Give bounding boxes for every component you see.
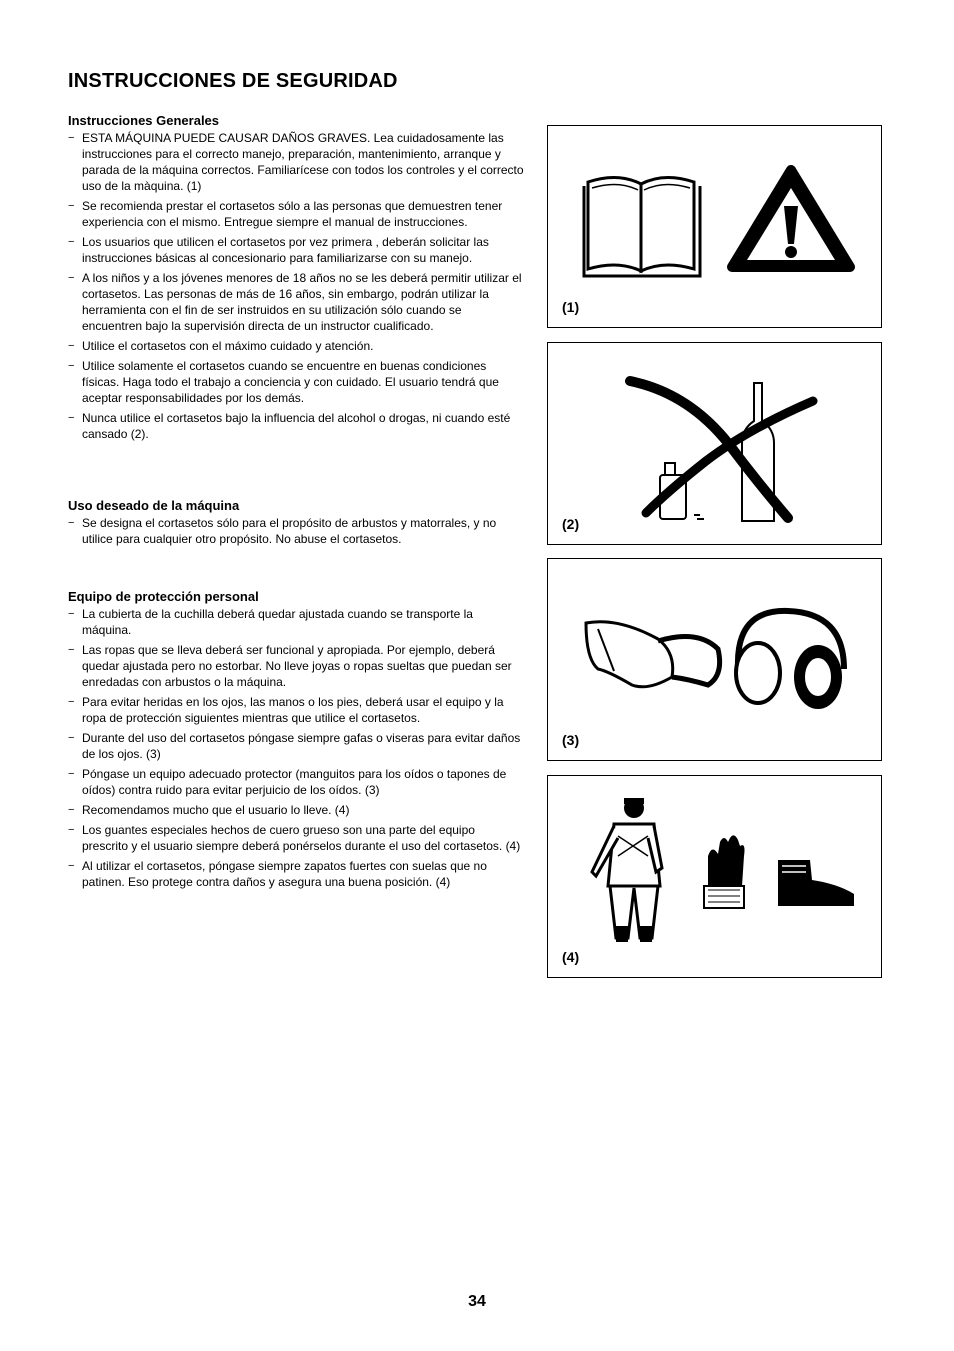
page-title: INSTRUCCIONES DE SEGURIDAD [68, 70, 398, 92]
list-item: − A los niños y a los jóvenes menores de 18 años no se les deberá permitir utilizar el cortasetos. Las personas de más de 16 años, sin embargo, podrán utilizar la herramienta con el fin de ser instruidos en su utilización sólo cuando se encuentren bajo la supervisión directa de un instructor cualificado. [68, 270, 524, 334]
list-item: − Se designa el cortasetos sólo para el propósito de arbustos y matorrales, y no utilice para cualquier otro propósito. No abuse el cortasetos. [68, 515, 524, 547]
ear-muffs-icon [736, 611, 844, 709]
figure-label-3: (3) [562, 732, 580, 748]
book-icon [584, 177, 700, 276]
list-item: − Las ropas que se lleva deberá ser funcional y apropiada. Por ejemplo, deberá quedar ajustada pero no estorbar. No lleve joyas o ropas sueltas que puedan ser enredadas con arbustos o la máquina. [68, 642, 524, 690]
list-item: − Durante del uso del cortasetos póngase siempre gafas o viseras para evitar daños de los ojos. (3) [68, 730, 524, 762]
figure-4-graphic [548, 776, 881, 977]
list-item: − La cubierta de la cuchilla deberá quedar ajustada cuando se transporte la máquina. [68, 606, 524, 638]
section-heading-general: Instrucciones Generales [68, 113, 220, 128]
figure-label-1: (1) [562, 299, 580, 315]
section-protective-equipment [68, 589, 524, 894]
list-item: − Para evitar heridas en los ojos, las manos o los pies, deberá usar el equipo y la ropa de protección siguientes mientras que utilice el cortasetos. [68, 694, 524, 726]
crossed-out-bottles-icon [630, 381, 813, 521]
list-item: − Los usuarios que utilicen el cortasetos por vez primera , deberán solicitar las instrucciones básicas al concesionario para familiarizarse con su manejo. [68, 234, 524, 266]
glove-icon [704, 835, 745, 908]
page-number: 34 [468, 1293, 486, 1310]
list-item: − Recomendamos mucho que el usuario lo lleve. (4) [68, 802, 524, 818]
warning-triangle-icon [732, 170, 850, 267]
figure-panel-4 [547, 775, 882, 978]
figure-panel-3 [547, 558, 882, 761]
section-general-instructions [68, 113, 524, 446]
figure-1-graphic [548, 126, 881, 327]
section-heading-usage: Uso deseado de la máquina [68, 498, 240, 513]
general-list [68, 130, 524, 442]
usage-list [68, 515, 524, 547]
list-item: − Utilice el cortasetos con el máximo cuidado y atención. [68, 338, 524, 354]
figure-panel-1 [547, 125, 882, 328]
list-item: − Los guantes especiales hechos de cuero grueso son una parte del equipo prescrito y el usuario siempre deberá ponérselos durante el uso del cortasetos. (4) [68, 822, 524, 854]
list-item: − Utilice solamente el cortasetos cuando se encuentre en buenas condiciones físicas. Haga todo el trabajo a conciencia y con cuidado. El usuario tendrá que aceptar responsabilidades por los demás. [68, 358, 524, 406]
protective-suit-person-icon [592, 798, 662, 942]
figure-panel-2 [547, 342, 882, 545]
list-item: − ESTA MÁQUINA PUEDE CAUSAR DAÑOS GRAVES. Lea cuidadosamente las instrucciones para el correcto manejo, preparación, mantenimiento, arranque y parada de la máquina correctos. Familiarícese con todos los controles y el correcto uso de la màquina. (1) [68, 130, 524, 194]
safety-goggles-icon [586, 622, 720, 687]
figure-label-2: (2) [562, 516, 580, 532]
boot-icon [778, 860, 854, 906]
section-intended-use [68, 498, 524, 551]
list-item: − Nunca utilice el cortasetos bajo la influencia del alcohol o drogas, ni cuando esté cansado (2). [68, 410, 524, 442]
ppe-list [68, 606, 524, 890]
list-item: − Póngase un equipo adecuado protector (manguitos para los oídos o tapones de oídos) contra ruido para evitar perjuicio de los oídos. (3) [68, 766, 524, 798]
list-item: − Al utilizar el cortasetos, póngase siempre zapatos fuertes con suelas que no patinen. Eso protege contra daños y asegura una buena posición. (4) [68, 858, 524, 890]
figure-label-4: (4) [562, 949, 580, 965]
figure-2-graphic [548, 343, 881, 544]
list-item: − Se recomienda prestar el cortasetos sólo a las personas que demuestren tener experiencia con el mismo. Entregue siempre el manual de instrucciones. [68, 198, 524, 230]
figure-3-graphic [548, 559, 881, 760]
section-heading-ppe: Equipo de protección personal [68, 589, 259, 604]
